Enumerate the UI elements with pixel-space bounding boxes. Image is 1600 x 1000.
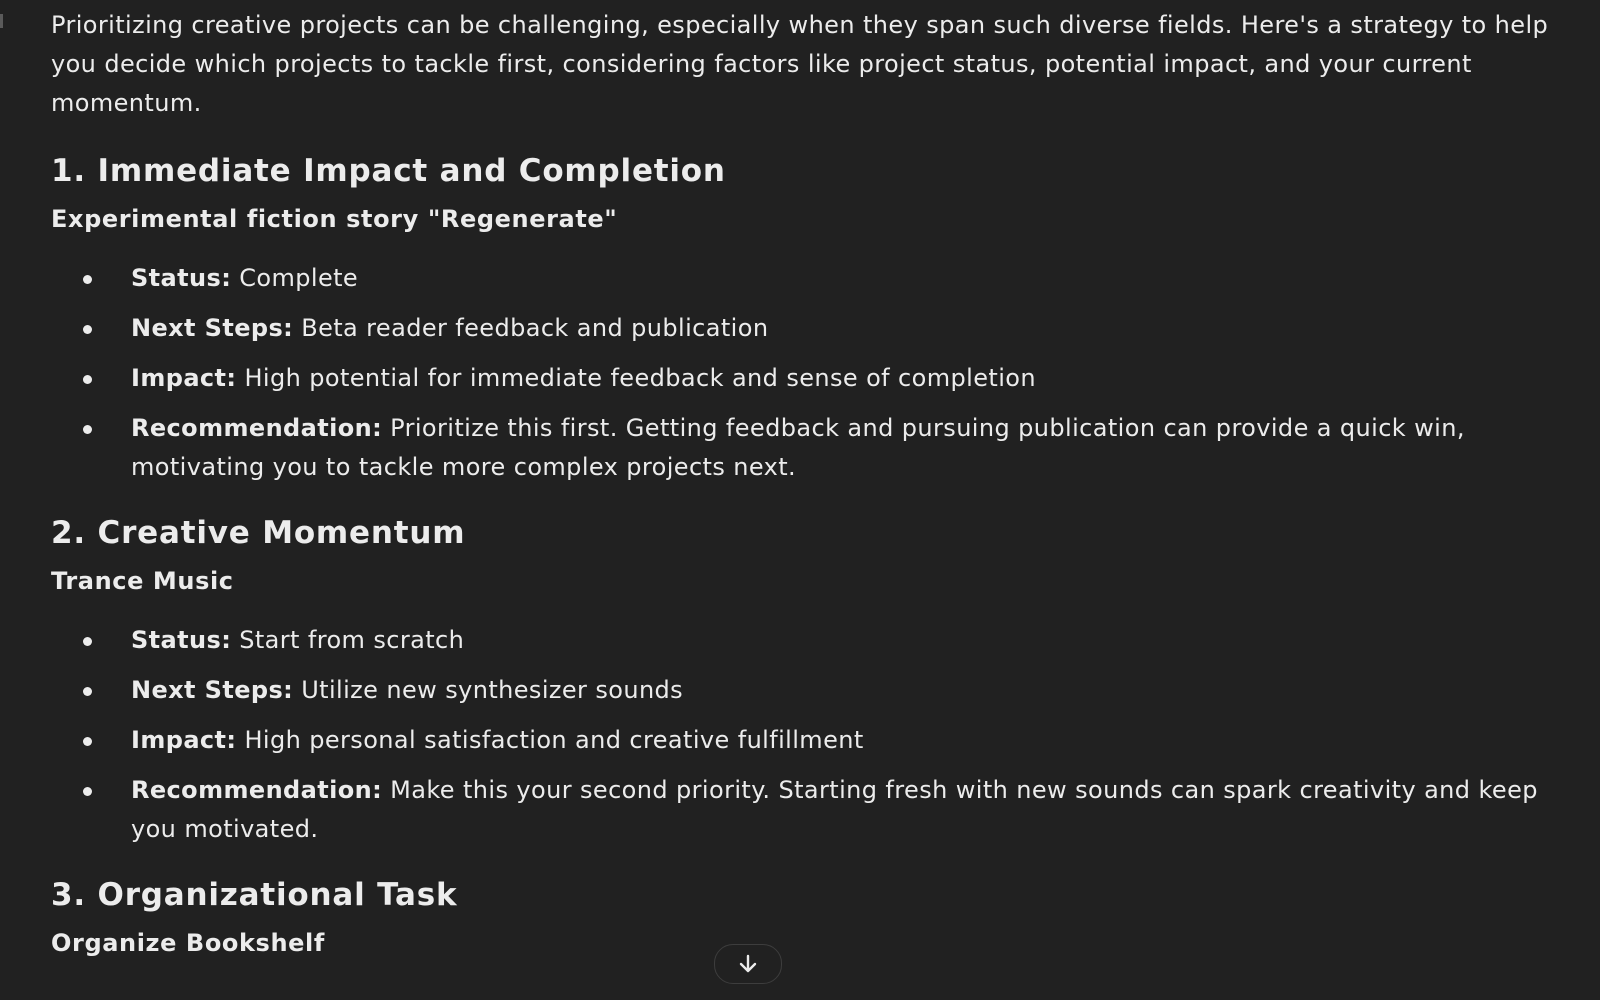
bullet-icon xyxy=(83,325,92,334)
bullet-list-trance-music xyxy=(51,621,1581,849)
bullet-icon xyxy=(83,687,92,696)
item-label: Recommendation: xyxy=(131,414,383,442)
bullet-list-regenerate xyxy=(51,259,1581,487)
item-text: Complete xyxy=(231,264,359,292)
project-title-regenerate: Experimental fiction story "Regenerate" xyxy=(51,205,618,233)
section-heading-creative-momentum: 2. Creative Momentum xyxy=(51,515,466,551)
list-item-recommendation xyxy=(51,409,1581,487)
item-text: High personal satisfaction and creative fulfillment xyxy=(236,726,864,754)
list-item-next-steps xyxy=(51,309,1581,348)
item-text: Utilize new synthesizer sounds xyxy=(293,676,684,704)
list-item-impact xyxy=(51,721,1581,760)
item-label: Next Steps: xyxy=(131,676,294,704)
item-text: Beta reader feedback and publication xyxy=(293,314,769,342)
arrow-down-icon xyxy=(736,952,760,976)
project-title-trance-music: Trance Music xyxy=(51,567,234,595)
list-item-recommendation xyxy=(51,771,1581,849)
bullet-icon xyxy=(83,375,92,384)
bullet-icon xyxy=(83,275,92,284)
item-label: Impact: xyxy=(131,364,237,392)
assistant-message xyxy=(51,6,1581,961)
item-text: Start from scratch xyxy=(231,626,465,654)
bullet-icon xyxy=(83,637,92,646)
item-label: Status: xyxy=(131,626,232,654)
item-text: High potential for immediate feedback and sense of completion xyxy=(236,364,1036,392)
intro-paragraph: Prioritizing creative projects can be challenging, especially when they span such diverse fields. Here's a strategy to help you decide which projects to tackle first, considering factors like project status, potential impact, and your current momentum. xyxy=(51,11,1549,117)
section-heading-immediate-impact: 1. Immediate Impact and Completion xyxy=(51,153,726,189)
item-text: Prioritize this first. Getting feedback and pursuing publication can provide a quick win, motivating you to tackle more complex projects next. xyxy=(131,414,1465,481)
bullet-icon xyxy=(83,425,92,434)
item-label: Next Steps: xyxy=(131,314,294,342)
section-heading-organizational-task: 3. Organizational Task xyxy=(51,877,458,913)
item-label: Impact: xyxy=(131,726,237,754)
scrollbar-fragment xyxy=(0,14,3,28)
item-text: Make this your second priority. Starting fresh with new sounds can spark creativity and keep you motivated. xyxy=(131,776,1538,843)
project-title-organize-bookshelf: Organize Bookshelf xyxy=(51,929,325,957)
scroll-to-bottom-button[interactable] xyxy=(714,944,782,984)
list-item-status xyxy=(51,259,1581,298)
item-label: Status: xyxy=(131,264,232,292)
item-label: Recommendation: xyxy=(131,776,383,804)
list-item-next-steps xyxy=(51,671,1581,710)
bullet-icon xyxy=(83,787,92,796)
bullet-icon xyxy=(83,737,92,746)
list-item-impact xyxy=(51,359,1581,398)
list-item-status xyxy=(51,621,1581,660)
